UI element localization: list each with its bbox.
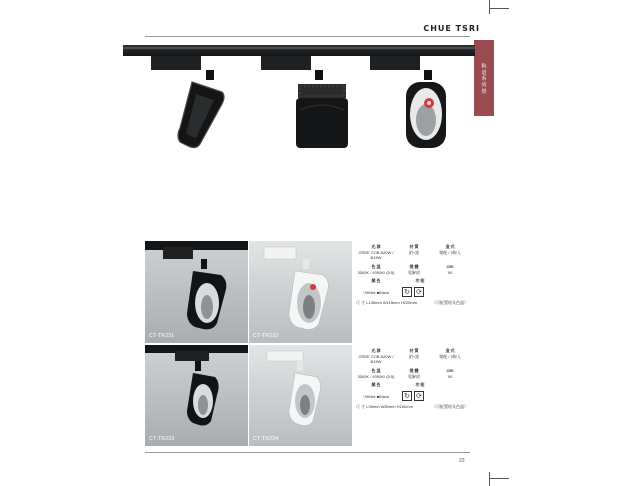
feature-title: 功 能 [415, 382, 425, 387]
spec-value: 標配 / 3線入 [439, 250, 461, 255]
spec-table [356, 244, 468, 275]
color-title: 顏 色 [371, 278, 381, 283]
product-photo-ct-tr233 [145, 345, 248, 446]
spec-value: 90 [447, 374, 453, 379]
color-options [356, 394, 396, 399]
spec-header: 材 質 [409, 348, 419, 353]
color-options [356, 290, 396, 295]
product-code: CT-TR231 [149, 333, 175, 339]
rotate-icon: ⟳ [414, 391, 424, 401]
color-title: 顏 色 [371, 382, 381, 387]
spec-value: 鋁+鋁 [408, 250, 420, 255]
spec-header: 材 質 [409, 244, 419, 249]
spec-value: 電解鋁 [408, 270, 420, 275]
product-photo-ct-tr232 [249, 241, 352, 343]
spec-value: 電解鋁 [408, 374, 420, 379]
spec-header: 燈 體 [409, 264, 419, 269]
footer-rule [145, 452, 470, 453]
spotlight-black-small-image [145, 345, 248, 446]
color-values: □White ■Black [363, 289, 389, 295]
tilt-icon: ↻ [402, 391, 412, 401]
spec-value: 標配 / 3線入 [439, 354, 461, 359]
page-number: 23 [459, 458, 465, 464]
dimensions: 尺 寸 L135mm W115mm H220mm [356, 300, 418, 305]
spec-header: 燈 體 [409, 368, 419, 373]
section-tab: 軌 道 系 列 燈 [474, 40, 494, 116]
spotlight-1-image [151, 56, 224, 148]
product-photo-ct-tr234 [249, 345, 352, 446]
spec-value: CREE COB A20W / B15W [358, 250, 394, 260]
spec-header: CRI [446, 264, 454, 269]
spec-header: 光 源 [371, 244, 381, 249]
dimensions: 尺 寸 L95mm W80mm H160mm [356, 404, 413, 409]
note: （可配置燈具色溫） [432, 404, 468, 409]
spec-value: 3000K / 4000K/ (5:5) [357, 270, 395, 275]
spec-block-row-2 [356, 348, 468, 410]
spotlight-white-image [249, 241, 352, 343]
rotate-icon: ⟳ [414, 287, 424, 297]
feature-icons [402, 287, 424, 297]
feature-icons [402, 391, 424, 401]
spec-header: 造 式 [445, 348, 455, 353]
product-photo-ct-tr231 [145, 241, 248, 343]
spotlight-white-small-image [249, 345, 352, 446]
brand-label: CHUE TSRI [423, 24, 480, 33]
dimension-line [356, 404, 468, 410]
note: （可配置燈具色溫） [432, 300, 468, 305]
spec-value: 3000K / 4000K/ (5:5) [357, 374, 395, 379]
spec-value: CREE COB A20W / B15W [358, 354, 394, 364]
spec-value: 鋁+鋁 [408, 354, 420, 359]
product-code: CT-TR233 [149, 436, 175, 442]
product-code: CT-TR232 [253, 333, 279, 339]
spec-header: 色 溫 [371, 368, 381, 373]
feature-title: 功 能 [415, 278, 425, 283]
spec-table [356, 348, 468, 379]
spec-header: CRI [446, 368, 454, 373]
dimension-line [356, 300, 468, 306]
color-values: □White ■Black [363, 393, 389, 399]
product-code: CT-TR234 [253, 436, 279, 442]
spec-block-row-1 [356, 244, 468, 306]
spec-header: 色 溫 [371, 264, 381, 269]
spotlight-3-image [370, 56, 446, 148]
spec-value: 90 [447, 270, 453, 275]
tilt-icon: ↻ [402, 287, 412, 297]
spotlight-black-image [145, 241, 248, 343]
spec-header: 光 源 [371, 348, 381, 353]
spec-header: 造 式 [445, 244, 455, 249]
spotlight-2-image [261, 56, 348, 148]
